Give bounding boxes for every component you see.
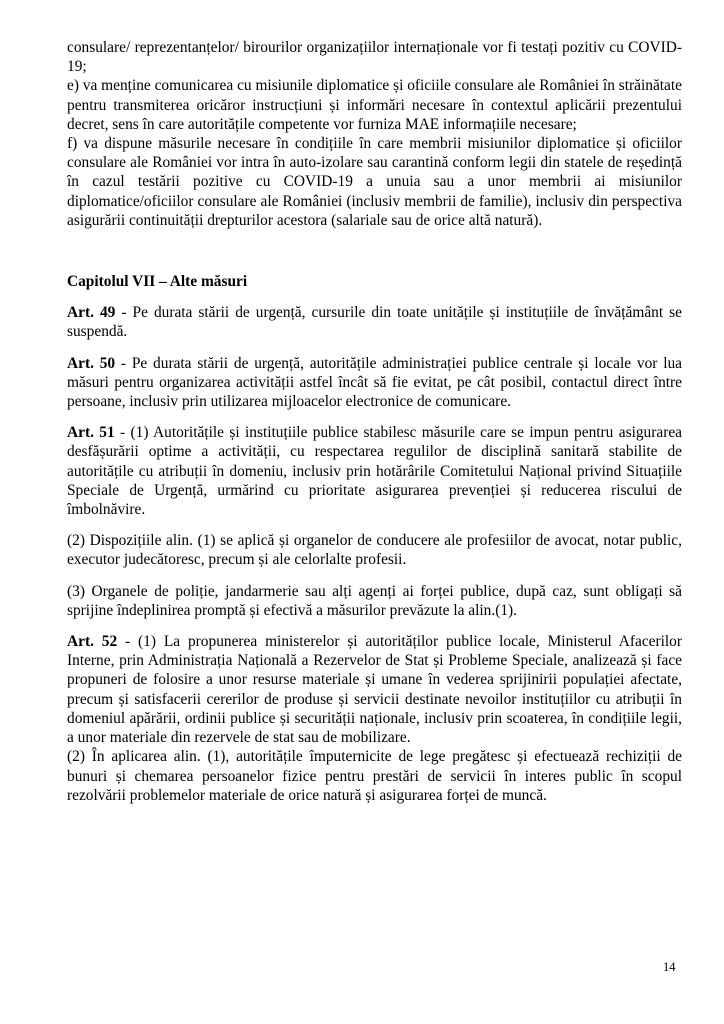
paragraph-item-e: e) va menține comunicarea cu misiunile diplomatice și oficiile consulare ale României în străinătate pentru transmiterea oricăror instrucțiuni și informări necesare în contextul aplicării prezentului decret, sens în care autoritățile competente vor furniza MAE informațiile necesare; (67, 77, 682, 133)
page-number: 14 (663, 960, 676, 974)
article-52-label: Art. 52 (67, 633, 118, 651)
article-49-label: Art. 49 (67, 304, 116, 322)
chapter-heading: Capitolul VII – Alte măsuri (67, 273, 248, 291)
article-50-label: Art. 50 (67, 354, 116, 372)
article-50-text: - Pe durata stării de urgență, autoritățile administrației publice centrale și locale vor lua măsuri pentru organizarea activității astfel încât să fie evitat, pe cât posibil, contactul direct între persoane, inclusiv prin utilizarea mijloacelor electronice de comunicare. (67, 354, 682, 411)
article-51-paragraph-2: (2) Dispozițiile alin. (1) se aplică și organelor de conducere ale profesiilor de avocat, notar public, executor judecătoresc, precum și ale celorlalte profesii. (67, 532, 682, 569)
paragraph-item-f: f) va dispune măsurile necesare în condițiile în care membrii misiunilor diplomatice și oficiilor consulare ale României vor intra în auto-izolare sau carantină conform legii din statele de reședință în cazul testării pozitive cu COVID-19 a unuia sau a unor membrii ai misiunilor diplomatice/oficiilor consulare ale României (inclusiv membrii de familie), inclusiv din perspectiva asigurării continuității drepturilor acestora (salariale sau de orice altă natură). (67, 135, 682, 229)
article-49-text: - Pe durata stării de urgență, cursurile din toate unitățile și instituțiile de învățământ se suspendă. (67, 304, 682, 341)
article-52-paragraph-2: (2) În aplicarea alin. (1), autoritățile împuternicite de lege pregătesc și efectuează rechiziții de bunuri și chemarea persoanelor fizice pentru prestări de servicii în interes public în scopul rezolvării problemelor materiale de orice natură și asigurarea forței de muncă. (67, 748, 682, 804)
article-50 (67, 354, 682, 412)
paragraph-continuation: consulare/ reprezentanțelor/ birourilor organizațiilor internaționale vor fi testați pozitiv cu COVID-19; (67, 39, 682, 76)
article-49 (67, 303, 682, 341)
article-52-text: - (1) La propunerea ministerelor și autorităților publice locale, Ministerul Afacerilor Interne, prin Administrația Națională a Rezervelor de Stat și Probleme Speciale, analizează și face propuneri de folosire a unor resurse materiale și umane în vederea sprijinirii populației afectate, precum și satisfacerii cererilor de produse și servicii destinate nevoilor instituțiilor cu atribuții în domeniul apărării, ordinii publice și securității naționale, inclusiv prin scoaterea, în condițiile legii, a unor materiale din rezervele de stat sau de mobilizare. (67, 633, 682, 747)
article-52 (67, 632, 682, 747)
article-51-label: Art. 51 (67, 424, 115, 442)
document-page (67, 38, 682, 805)
article-51 (67, 423, 682, 519)
article-51-paragraph-3: (3) Organele de poliție, jandarmerie sau alți agenți ai forței publice, după caz, sunt obligați să sprijine îndeplinirea promptă și efectivă a măsurilor prevăzute la alin.(1). (67, 582, 682, 619)
article-51-text: - (1) Autoritățile și instituțiile publice stabilesc măsurile care se impun pentru asigurarea desfășurării optime a activității, cu respectarea regulilor de disciplină sanitară stabilite de autoritățile cu atribuții în domeniu, inclusiv prin hotărârile Comitetului Național privind Situațiile Speciale de Urgență, urmărind cu prioritate asigurarea prevenției și reducerea riscului de îmbolnăvire. (67, 424, 682, 519)
